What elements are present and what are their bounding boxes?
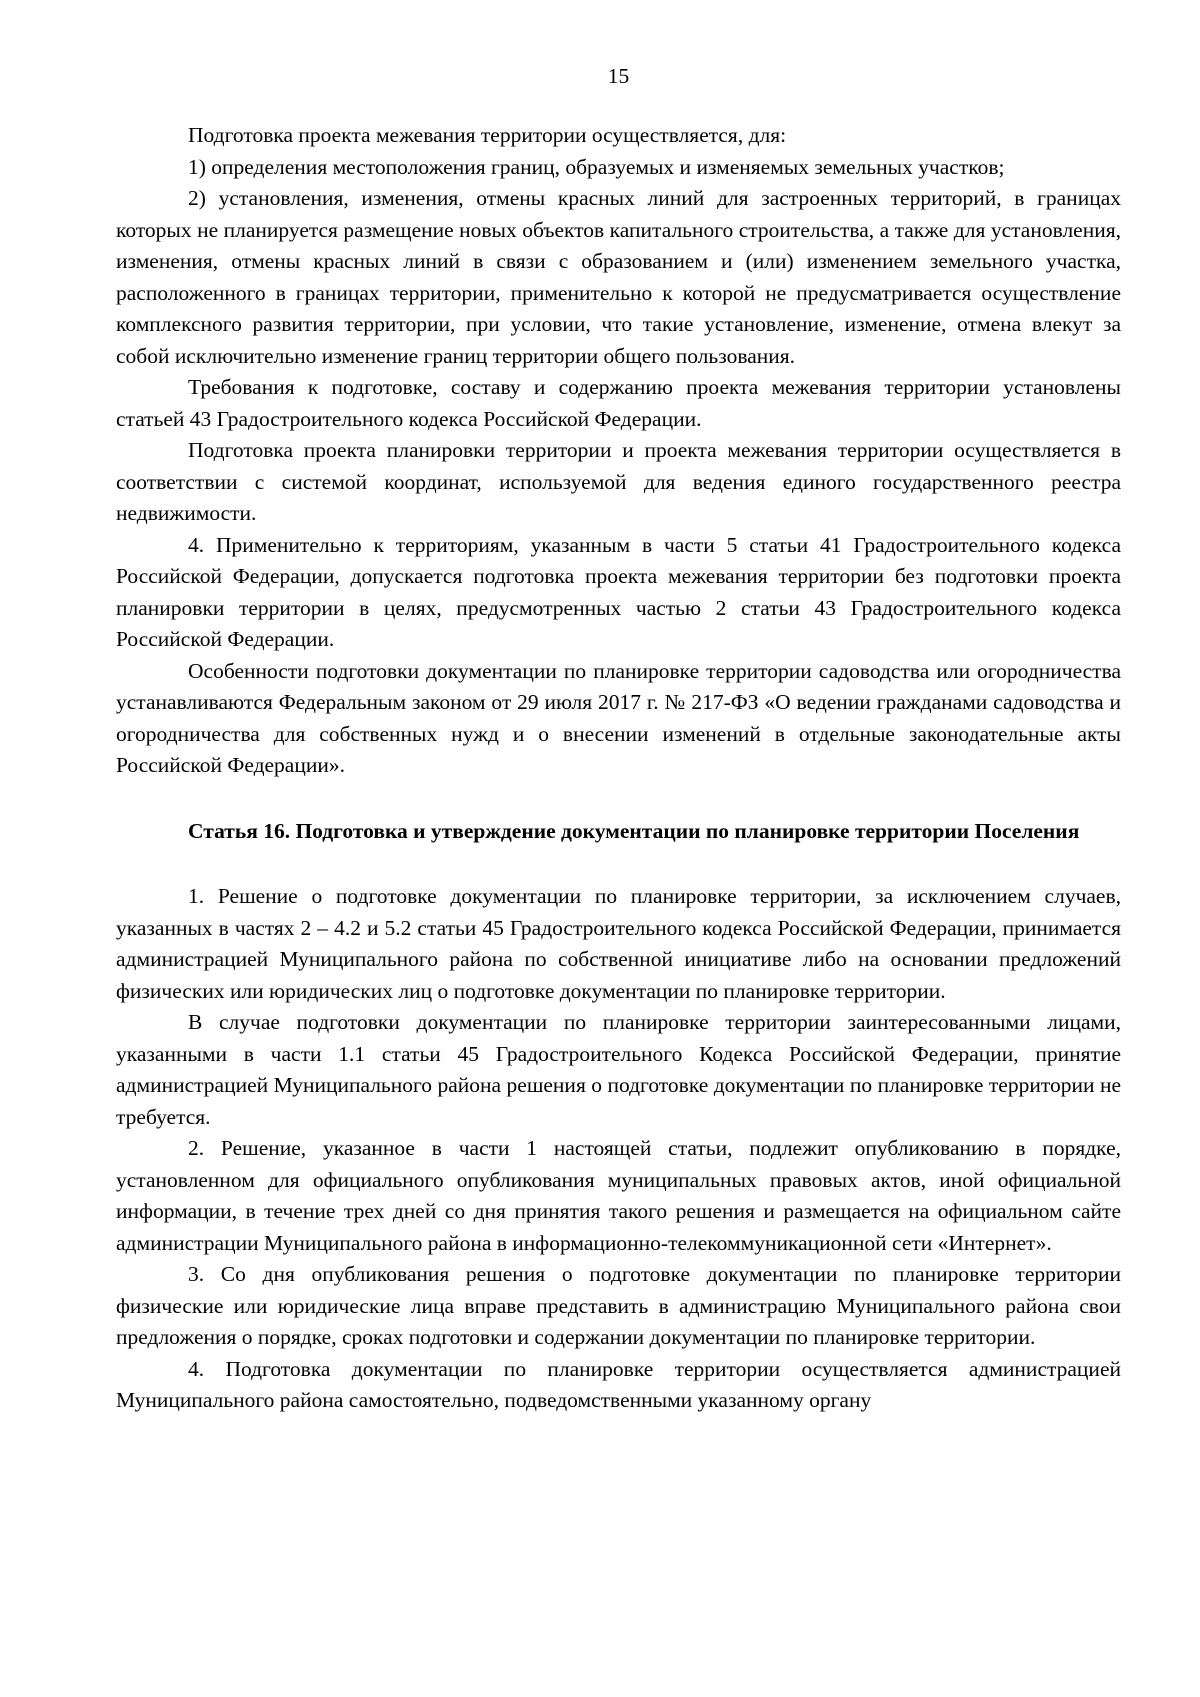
paragraph: 1) определения местоположения границ, образуемых и изменяемых земельных участков; xyxy=(188,154,1005,179)
paragraph: 2) установления, изменения, отмены красных линий для застроенных территорий, в границах которых не планируется размещение новых объектов капитального строительства, а также для установления, изменения, отмены красных линий в связи с образованием и (или) изменением земельного участка, расположенного в границах территории, применительно к которой не предусматривается осуществление комплексного развития территории, при условии, что такие установление, изменение, отмена влекут за собой исключительно изменение границ территории общего пользования. xyxy=(116,186,1121,368)
paragraph: В случае подготовки документации по планировке территории заинтересованными лицами, указанными в части 1.1 статьи 45 Градостроительного Кодекса Российской Федерации, принятие администрацией Муниципального района решения о подготовке документации по планировке территории не требуется. xyxy=(116,1010,1121,1129)
section-after-heading xyxy=(116,881,1121,1417)
article-heading: Статья 16. Подготовка и утверждение документации по планировке территории Поселения xyxy=(188,818,1080,843)
paragraph: Подготовка проекта межевания территории осуществляется, для: xyxy=(188,123,787,147)
paragraph: Подготовка проекта планировки территории и проекта межевания территории осуществляется в соответствии с системой координат, используемой для ведения единого государственного реестра недвижимости. xyxy=(116,438,1121,525)
paragraph: Особенности подготовки документации по планировке территории садоводства или огородничества устанавливаются Федеральным законом от 29 июля 2017 г. № 217-ФЗ «О ведении гражданами садоводства и огородничества для собственных нужд и о внесении изменений в отдельные законодательные акты Российской Федерации». xyxy=(116,658,1121,777)
paragraph: 3. Со дня опубликования решения о подготовке документации по планировке территории физические или юридические лица вправе представить в администрацию Муниципального района свои предложения о порядке, сроках подготовки и содержании документации по планировке территории. xyxy=(116,1262,1121,1349)
paragraph: 1. Решение о подготовке документации по планировке территории, за исключением случаев, указанных в частях 2 – 4.2 и 5.2 статьи 45 Градостроительного кодекса Российской Федерации, принимается администрацией Муниципального района по собственной инициативе либо на основании предложений физических или юридических лиц о подготовке документации по планировке территории. xyxy=(116,884,1121,1003)
paragraph: Требования к подготовке, составу и содержанию проекта межевания территории установлены статьей 43 Градостроительного кодекса Российской Федерации. xyxy=(116,375,1121,431)
paragraph: 2. Решение, указанное в части 1 настоящей статьи, подлежит опубликованию в порядке, установленном для официального опубликования муниципальных правовых актов, иной официальной информации, в течение трех дней со дня принятия такого решения и размещается на официальном сайте администрации Муниципального района в информационно-телекоммуникационной сети «Интернет». xyxy=(116,1136,1121,1255)
paragraph: 4. Применительно к территориям, указанным в части 5 статьи 41 Градостроительного кодекса Российской Федерации, допускается подготовка проекта межевания территории без подготовки проекта планировки территории в целях, предусмотренных частью 2 статьи 43 Градостроительного кодекса Российской Федерации. xyxy=(116,532,1121,651)
paragraph: 4. Подготовка документации по планировке территории осуществляется администрацией Муниципального района самостоятельно, подведомственными указанному органу xyxy=(116,1356,1121,1412)
document-page xyxy=(116,62,1121,1417)
page-number: 15 xyxy=(607,64,630,88)
section-before-heading xyxy=(116,120,1121,782)
